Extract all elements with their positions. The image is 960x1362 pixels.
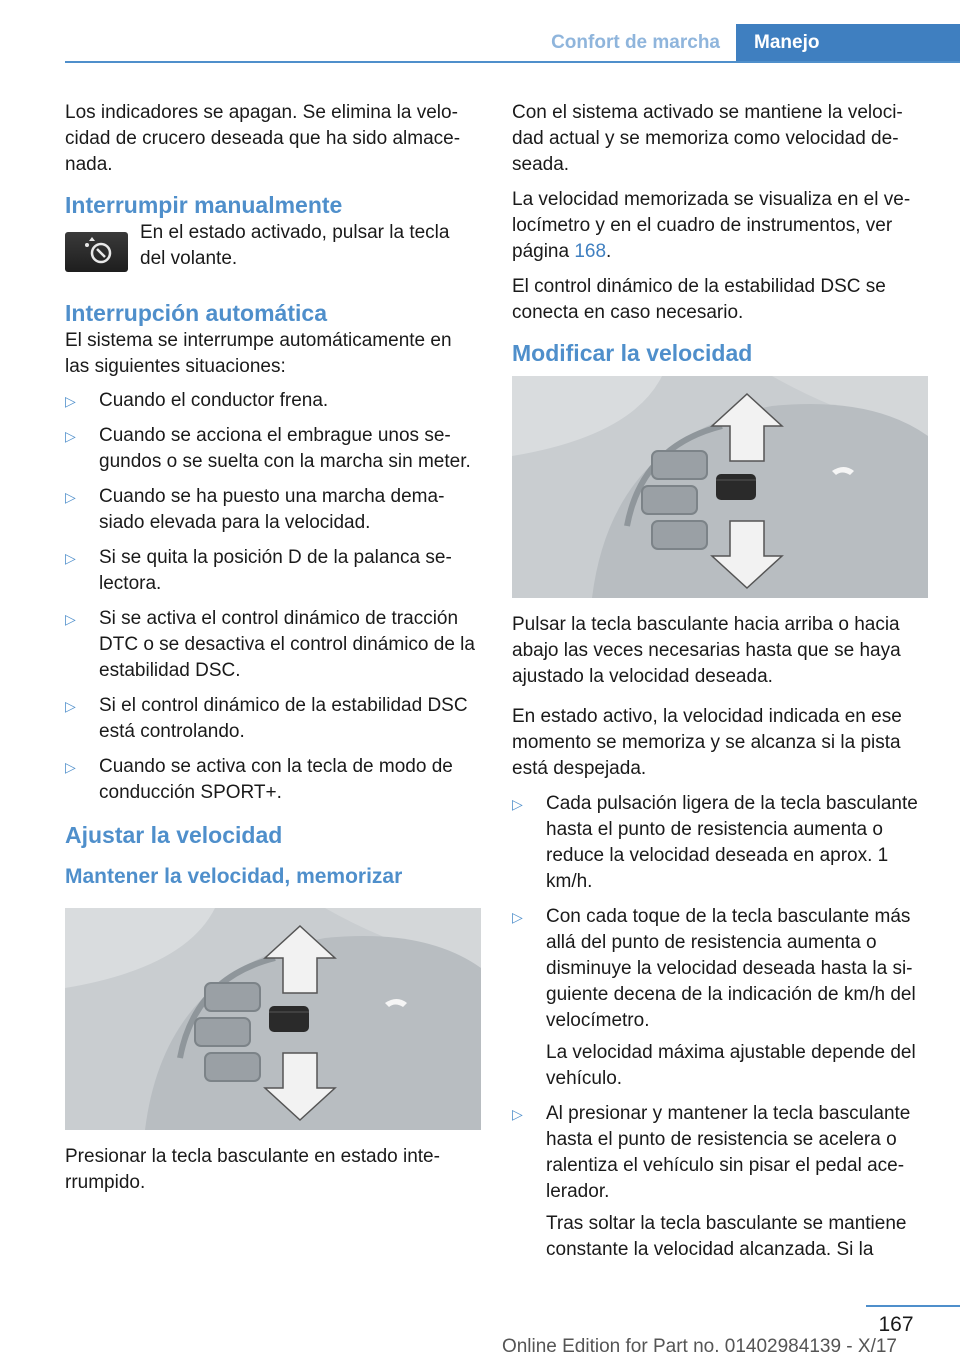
page-link[interactable]: 168 [574,241,607,262]
triangle-bullet-icon: ▷ [65,550,76,566]
list-item: ▷ Cuando se ha puesto una marcha demasiado elevada para la velocidad. [65,486,445,533]
steering-wheel-image [65,908,481,1130]
list-item: ▷ Cada pulsación ligera de la tecla basculante hasta el punto de resistencia aumenta o reduce la velocidad deseada en aprox. 1 km/h. [512,793,918,892]
list-item: ▷ Cuando se acciona el embrague unos segundos o se suelta con la marcha sin meter. [65,425,471,472]
triangle-bullet-icon: ▷ [65,698,76,714]
list-item: ▷ Si el control dinámico de la estabilidad DSC está controlando. [65,695,468,742]
right-paragraph-1: Con el sistema activado se mantiene la velocidad actual y se memoriza como velocidad deseada. [512,102,903,175]
right-caption: Pulsar la tecla basculante hacia arriba o hacia abajo las veces necesarias hasta que se haya ajustado la velocidad deseada. [512,614,901,687]
resume-button-icon [65,232,128,272]
manual-interrupt-text: En el estado activado, pulsar la tecla del volante. [140,222,450,269]
edition-note: Online Edition for Part no. 01402984139 - X/17 [501,1336,897,1357]
left-column [65,100,481,1205]
footer-rule [866,1305,960,1307]
page-number: 167 [878,1313,914,1336]
header-section-tab: Confort de marcha [551,32,720,53]
right-paragraph-4: En estado activo, la velocidad indicada en ese momento se memoriza y se alcanza si la pista está despejada. [512,706,902,779]
list-item: ▷ Con cada toque de la tecla basculante más allá del punto de resistencia aumenta o disminuye la velocidad deseada hasta la siguiente decena de la indicación de km/h del velocímetro. La velocidad máxima ajustable depende del vehículo. [512,906,916,1089]
right-paragraph-2: La velocidad memorizada se visualiza en el velocímetro y en el cuadro de instrumentos, ver página 168. [512,189,911,262]
heading-keep-speed: Mantener la velocidad, memorizar [65,865,403,888]
triangle-bullet-icon: ▷ [65,611,76,627]
list-item: ▷ Cuando se activa con la tecla de modo de conducción SPORT+. [65,756,453,803]
manual-interrupt-row [65,220,481,298]
triangle-bullet-icon: ▷ [512,909,523,925]
heading-adjust-speed: Ajustar la velocidad [65,822,283,848]
list-item: ▷ Si se activa el control dinámico de tracción DTC o se desactiva el control dinámico de la estabilidad DSC. [65,608,475,681]
auto-interrupt-list [65,388,481,806]
right-paragraph-3: El control dinámico de la estabilidad DSC se conecta en caso necesario. [512,276,886,323]
auto-interrupt-intro: El sistema se interrumpe automáticamente en las siguientes situaciones: [65,330,452,377]
left-caption: Presionar la tecla basculante en estado interrumpido. [65,1146,440,1193]
triangle-bullet-icon: ▷ [65,759,76,775]
left-paragraph-1: Los indicadores se apagan. Se elimina la velocidad de crucero deseada que ha sido almacenada. [65,102,461,175]
heading-manual-interrupt: Interrumpir manualmente [65,192,343,218]
triangle-bullet-icon: ▷ [512,1106,523,1122]
modify-speed-list [512,791,928,1263]
triangle-bullet-icon: ▷ [65,393,76,409]
steering-wheel-image [512,376,928,598]
triangle-bullet-icon: ▷ [512,796,523,812]
list-item: ▷ Si se quita la posición D de la palanca selectora. [65,547,452,594]
list-item: ▷ Cuando el conductor frena. [65,388,481,414]
triangle-bullet-icon: ▷ [65,489,76,505]
right-column [512,100,928,1272]
list-item: ▷ Al presionar y mantener la tecla basculante hasta el punto de resistencia se acelera o ralentiza el vehículo sin pisar el pedal acelerador. Tras soltar la tecla basculante se mantiene constante la velocidad alcanzada. Si la [512,1103,911,1260]
heading-auto-interrupt: Interrupción automática [65,300,327,326]
triangle-bullet-icon: ▷ [65,428,76,444]
heading-modify-speed: Modificar la velocidad [512,340,753,366]
header-chapter-tab: Manejo [736,24,960,62]
header-rule [65,61,960,63]
